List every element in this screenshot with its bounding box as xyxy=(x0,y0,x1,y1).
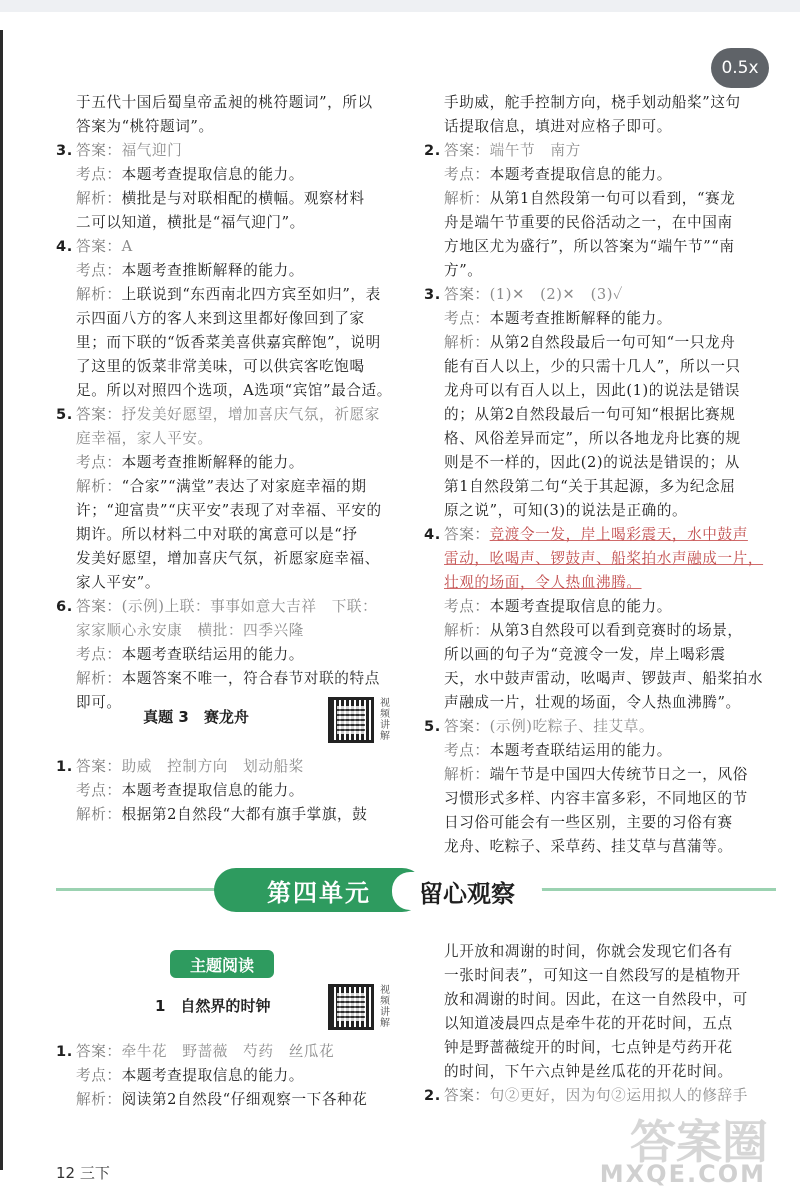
text-line xyxy=(424,379,776,403)
answer-text: 抒发美好愿望，增加喜庆气氛，祈愿家 xyxy=(121,406,380,423)
answer-text: 竞渡令一发，岸上喝彩震天，水中鼓声 xyxy=(489,526,748,543)
text-line xyxy=(424,988,776,1012)
question-number: 5. xyxy=(56,406,73,423)
body-text: 示四面八方的客人来到这里都好像回到了家 xyxy=(76,310,365,327)
text-line xyxy=(56,187,400,211)
section-title: 真题 3 赛龙舟 xyxy=(143,708,249,726)
body-text: 方地区尤为盛行”，所以答案为“端午节”“南 xyxy=(444,238,735,255)
text-line xyxy=(424,403,776,427)
body-text: 本题考查推断解释的能力。 xyxy=(121,262,304,279)
answer-text: A xyxy=(121,238,133,255)
field-label: 考点： xyxy=(444,166,490,183)
text-line xyxy=(424,307,776,331)
field-label: 答案： xyxy=(444,142,490,159)
answer-text: (示例)上联：事事如意大吉祥 下联： xyxy=(121,598,378,615)
text-line xyxy=(424,499,776,523)
body-text: 习惯形式多样、内容丰富多彩，不同地区的节 xyxy=(444,790,748,807)
body-text: 横批是与对联相配的横幅。观察材料 xyxy=(121,190,365,207)
body-text: 本题答案不唯一，符合春节对联的特点 xyxy=(121,670,380,687)
field-label: 考点： xyxy=(76,454,122,471)
text-line xyxy=(424,235,776,259)
text-line xyxy=(56,451,400,475)
question-number: 6. xyxy=(56,598,73,615)
text-line xyxy=(424,940,776,964)
field-label: 答案： xyxy=(444,1087,490,1104)
text-line xyxy=(56,803,400,827)
body-text: 龙舟可以有百人以上，因此(1)的说法是错误 xyxy=(444,382,740,399)
body-text: 原之说”，可知(3)的说法是正确的。 xyxy=(444,502,688,519)
text-line xyxy=(424,451,776,475)
question-number: 2. xyxy=(424,142,441,159)
right-column xyxy=(424,91,776,859)
text-line xyxy=(424,643,776,667)
field-label: 答案： xyxy=(444,286,490,303)
body-text: 本题考查推断解释的能力。 xyxy=(489,310,672,327)
body-text: 能有百人以上，少的只需十几人”，所以一只 xyxy=(444,358,741,375)
text-line xyxy=(424,1060,776,1084)
body-text: 的时间，下午六点钟是丝瓜花的开花时间。 xyxy=(444,1063,733,1080)
text-line xyxy=(56,139,400,163)
body-text: 从第3自然段可以看到竞赛时的场景， xyxy=(489,622,743,639)
body-text: 期许。所以材料二中对联的寓意可以是“抒 xyxy=(76,526,358,543)
text-line xyxy=(56,547,400,571)
body-text: 里；而下联的“饭香菜美喜供嘉宾醉饱”，说明 xyxy=(76,334,381,351)
field-label: 考点： xyxy=(76,1067,122,1084)
text-line xyxy=(424,331,776,355)
field-label: 考点： xyxy=(76,782,122,799)
body-text: 二可以知道，横批是“福气迎门”。 xyxy=(76,214,305,231)
qr-label-2: 视频讲解 xyxy=(380,985,390,1029)
question-number: 1. xyxy=(56,1043,73,1060)
page-footer: 12 三下 xyxy=(56,1164,110,1182)
field-label: 答案： xyxy=(76,406,122,423)
text-line xyxy=(424,547,776,571)
text-line xyxy=(56,163,400,187)
answer-text: 庭幸福，家人平安。 xyxy=(76,430,213,447)
body-text: 放和凋谢的时间。因此，在这一自然段中，可 xyxy=(444,991,748,1008)
text-line xyxy=(56,475,400,499)
text-line xyxy=(56,499,400,523)
body-text: 阅读第2自然段“仔细观察一下各种花 xyxy=(121,1091,368,1108)
field-label: 考点： xyxy=(76,646,122,663)
text-line xyxy=(424,715,776,739)
body-text: 本题考查提取信息的能力。 xyxy=(121,1067,304,1084)
body-text: 本题考查提取信息的能力。 xyxy=(121,782,304,799)
field-label: 考点： xyxy=(76,166,122,183)
qr-label: 视频讲解 xyxy=(380,698,390,742)
body-text: 即可。 xyxy=(76,694,122,711)
text-line xyxy=(56,595,400,619)
text-line xyxy=(56,667,400,691)
body-text: 日习俗可能会有一些区别，主要的习俗有赛 xyxy=(444,814,733,831)
body-text: 一张时间表”，可知这一自然段写的是植物开 xyxy=(444,967,741,984)
question-number: 1. xyxy=(56,758,73,775)
body-text: “合家”“满堂”表达了对家庭幸福的期 xyxy=(121,478,367,495)
body-text: 了这里的饭菜非常美味，可以供宾客吃饱喝 xyxy=(76,358,365,375)
body-text: 钟是野蔷薇绽开的时间，七点钟是芍药开花 xyxy=(444,1039,733,1056)
text-line xyxy=(424,427,776,451)
text-line xyxy=(56,643,400,667)
text-line xyxy=(56,307,400,331)
text-line xyxy=(424,763,776,787)
answer-text: 牵牛花 野蔷薇 芍药 丝瓜花 xyxy=(121,1043,335,1060)
text-line xyxy=(56,571,400,595)
theme-reading-tab: 主题阅读 xyxy=(170,950,274,978)
field-label: 考点： xyxy=(76,262,122,279)
field-label: 解析： xyxy=(76,1091,122,1108)
unit-subtitle: 留心观察 xyxy=(392,872,542,910)
body-text: 从第1自然段第一句可以看到，“赛龙 xyxy=(489,190,736,207)
text-line xyxy=(56,523,400,547)
body-text: 答案为“桃符题词”。 xyxy=(76,118,214,135)
body-text: 本题考查联结运用的能力。 xyxy=(121,646,304,663)
body-text: 本题考查联结运用的能力。 xyxy=(489,742,672,759)
text-line xyxy=(424,283,776,307)
question-number: 4. xyxy=(56,238,73,255)
body-text: 本题考查推断解释的能力。 xyxy=(121,454,304,471)
field-label: 解析： xyxy=(444,622,490,639)
answer-text: 句②更好，因为句②运用拟人的修辞手 xyxy=(489,1087,748,1104)
body-text: 家人平安”。 xyxy=(76,574,161,591)
body-text: 的；从第2自然段最后一句可知“根据比赛规 xyxy=(444,406,736,423)
field-label: 解析： xyxy=(76,670,122,687)
text-line xyxy=(424,1036,776,1060)
unit-banner: 第四单元 xyxy=(214,868,424,912)
qr-code[interactable] xyxy=(328,697,374,743)
text-line xyxy=(424,667,776,691)
answer-text: 家家顺心永安康 横批：四季兴隆 xyxy=(76,622,304,639)
answer-text: 助威 控制方向 划动船桨 xyxy=(121,758,304,775)
text-line xyxy=(424,1084,776,1108)
body-text: 许；“迎富贵”“庆平安”表现了对幸福、平安的 xyxy=(76,502,382,519)
text-line xyxy=(56,379,400,403)
field-label: 答案： xyxy=(76,598,122,615)
field-label: 答案： xyxy=(76,238,122,255)
answer-text: 雷动，吆喝声、锣鼓声、船桨拍水声融成一片， xyxy=(444,550,764,567)
left-column-lower xyxy=(56,755,400,827)
question-number: 2. xyxy=(424,1087,441,1104)
field-label: 解析： xyxy=(76,190,122,207)
body-text: 第1自然段第二句“关于其起源，多为纪念屈 xyxy=(444,478,736,495)
bottom-right-column xyxy=(424,940,776,1108)
body-text: 端午节是中国四大传统节日之一，风俗 xyxy=(489,766,748,783)
field-label: 解析： xyxy=(76,286,122,303)
field-label: 答案： xyxy=(444,526,490,543)
field-label: 解析： xyxy=(444,766,490,783)
text-line xyxy=(56,755,400,779)
text-line xyxy=(424,355,776,379)
body-text: 则是不一样的，因此(2)的说法是错误的；从 xyxy=(444,454,740,471)
answer-text: 福气迎门 xyxy=(121,142,183,159)
field-label: 解析： xyxy=(444,334,490,351)
body-text: 天，水中鼓声雷动，吆喝声、锣鼓声、船桨拍水 xyxy=(444,670,764,687)
text-line xyxy=(56,331,400,355)
body-text: 龙舟、吃粽子、采草药、挂艾草与菖蒲等。 xyxy=(444,838,733,855)
question-number: 4. xyxy=(424,526,441,543)
text-line xyxy=(424,523,776,547)
lesson-title: 1 自然界的时钟 xyxy=(155,997,271,1015)
text-line xyxy=(424,211,776,235)
field-label: 考点： xyxy=(444,310,490,327)
text-line xyxy=(56,91,400,115)
bottom-left-column xyxy=(56,1040,400,1112)
body-text: 所以画的句子为“竞渡令一发，岸上喝彩震 xyxy=(444,646,726,663)
text-line xyxy=(424,571,776,595)
field-label: 解析： xyxy=(76,806,122,823)
text-line xyxy=(56,115,400,139)
text-line xyxy=(56,779,400,803)
text-line xyxy=(56,1040,400,1064)
body-text: 从第2自然段最后一句可知“一只龙舟 xyxy=(489,334,736,351)
text-line xyxy=(424,91,776,115)
text-line xyxy=(424,619,776,643)
text-line xyxy=(424,139,776,163)
field-label: 答案： xyxy=(76,142,122,159)
text-line xyxy=(424,964,776,988)
text-line xyxy=(424,739,776,763)
text-line xyxy=(424,475,776,499)
left-column xyxy=(56,91,400,715)
body-text: 本题考查提取信息的能力。 xyxy=(489,598,672,615)
text-line xyxy=(56,619,400,643)
text-line xyxy=(424,115,776,139)
text-line xyxy=(424,811,776,835)
body-text: 方”。 xyxy=(444,262,483,279)
body-text: 足。所以对照四个选项，A选项“宾馆”最合适。 xyxy=(76,382,392,399)
text-line xyxy=(56,1064,400,1088)
body-text: 话提取信息，填进对应格子即可。 xyxy=(444,118,672,135)
text-line xyxy=(424,835,776,859)
body-text: 发美好愿望，增加喜庆气氛，祈愿家庭幸福、 xyxy=(76,550,380,567)
text-line xyxy=(56,283,400,307)
question-number: 3. xyxy=(424,286,441,303)
body-text: 以知道凌晨四点是牵牛花的开花时间，五点 xyxy=(444,1015,733,1032)
playback-speed-badge[interactable]: 0.5x xyxy=(711,48,769,88)
body-text: 于五代十国后蜀皇帝孟昶的桃符题词”，所以 xyxy=(76,94,373,111)
field-label: 答案： xyxy=(444,718,490,735)
text-line xyxy=(56,235,400,259)
answer-text: (示例)吃粽子、挂艾草。 xyxy=(489,718,655,735)
text-line xyxy=(56,403,400,427)
text-line xyxy=(56,211,400,235)
text-line xyxy=(424,187,776,211)
body-text: 儿开放和凋谢的时间，你就会发现它们各有 xyxy=(444,943,733,960)
watermark-logo: 答案圈 xyxy=(630,1115,768,1169)
field-label: 考点： xyxy=(444,598,490,615)
watermark-url: MXQE.COM xyxy=(599,1160,766,1188)
question-number: 5. xyxy=(424,718,441,735)
body-text: 格、风俗差异而定”，所以各地龙舟比赛的规 xyxy=(444,430,741,447)
page-edge xyxy=(0,30,3,1170)
answer-text: 壮观的场面，令人热血沸腾。 xyxy=(444,574,642,591)
body-text: 手助威，舵手控制方向，桡手划动船桨”这句 xyxy=(444,94,741,111)
text-line xyxy=(424,1012,776,1036)
text-line xyxy=(424,595,776,619)
text-line xyxy=(56,259,400,283)
question-number: 3. xyxy=(56,142,73,159)
top-bar xyxy=(0,0,800,12)
field-label: 答案： xyxy=(76,758,122,775)
field-label: 解析： xyxy=(76,478,122,495)
field-label: 答案： xyxy=(76,1043,122,1060)
qr-code-2[interactable] xyxy=(328,984,374,1030)
body-text: 舟是端午节重要的民俗活动之一，在中国南 xyxy=(444,214,733,231)
text-line xyxy=(424,691,776,715)
text-line xyxy=(424,787,776,811)
text-line xyxy=(424,259,776,283)
field-label: 考点： xyxy=(444,742,490,759)
text-line xyxy=(56,1088,400,1112)
text-line xyxy=(56,427,400,451)
body-text: 本题考查提取信息的能力。 xyxy=(121,166,304,183)
field-label: 解析： xyxy=(444,190,490,207)
text-line xyxy=(56,355,400,379)
body-text: 本题考查提取信息的能力。 xyxy=(489,166,672,183)
body-text: 根据第2自然段“大都有旗手掌旗，鼓 xyxy=(121,806,368,823)
body-text: 上联说到“东西南北四方宾至如归”，表 xyxy=(121,286,381,303)
answer-text: (1)✕ (2)✕ (3)✓ xyxy=(489,286,624,303)
answer-text: 端午节 南方 xyxy=(489,142,581,159)
text-line xyxy=(424,163,776,187)
body-text: 声融成一片，壮观的场面，令人热血沸腾”。 xyxy=(444,694,741,711)
